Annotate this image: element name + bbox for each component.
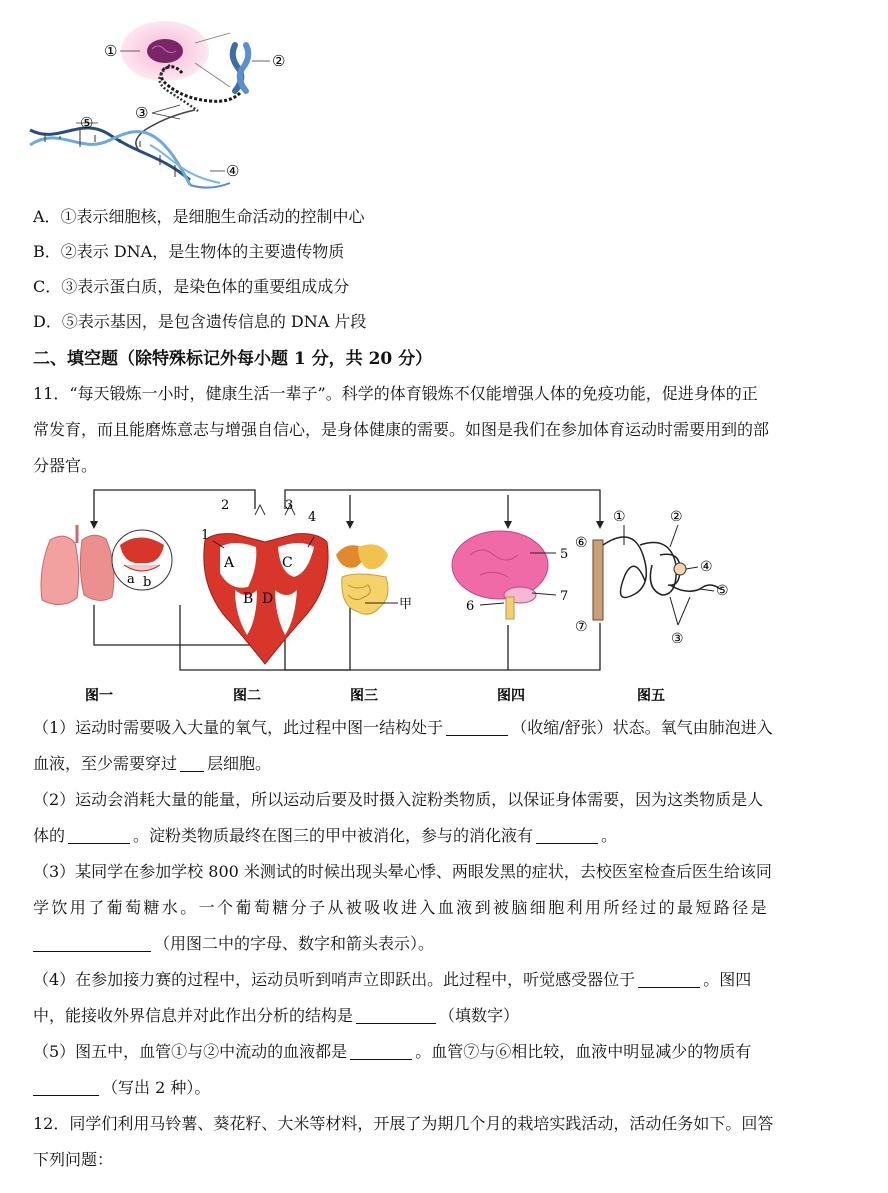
q11-part-3-line-1: （3）某同学在参加学校 800 米测试的时候出现头晕心悸、两眼发黑的症状，去校医室检查后医生给该同 [33, 862, 772, 881]
dna-label-3: ③ [135, 104, 149, 122]
heart-label-A: A [224, 555, 235, 571]
q11-intro-line-2: 常发育，而且能磨炼意志与增强自信心，是身体健康的需要。如图是我们在参加体育运动时需要用到的部 [33, 420, 770, 439]
answer-blank-9[interactable] [33, 1079, 99, 1096]
answer-blank-2[interactable] [180, 755, 204, 772]
heart-label-2: 2 [221, 498, 230, 513]
dna-label-2: ② [272, 52, 286, 70]
heart-label-B: B [243, 591, 254, 607]
option-a: A．①表示细胞核，是细胞生命活动的控制中心 [33, 207, 365, 226]
answer-blank-3[interactable] [68, 827, 130, 844]
answer-blank-6[interactable] [638, 971, 700, 988]
nephron-label-6: ⑥ [575, 535, 588, 551]
dna-structure-figure [20, 5, 330, 205]
q11-intro-line-3: 分器官。 [33, 456, 98, 475]
dna-double-helix [30, 128, 230, 188]
answer-blank-5[interactable] [33, 935, 151, 952]
lung-label-b: b [143, 575, 152, 590]
brain-label-5: 5 [560, 547, 569, 562]
dna-label-4: ④ [226, 162, 240, 180]
section-title: 二、填空题（除特殊标记外每小题 1 分，共 20 分） [33, 349, 433, 369]
nephron [593, 525, 720, 625]
digestive-system [336, 544, 398, 614]
q11-part-3-line-2: 学饮用了葡萄糖水。一个葡萄糖分子从被吸收进入血液到被脑细胞利用所经过的最短路径是 [33, 898, 770, 917]
nephron-label-1: ① [613, 509, 626, 525]
answer-blank-7[interactable] [356, 1007, 436, 1024]
heart-label-D: D [262, 591, 274, 607]
option-b: B．②表示 DNA，是生物体的主要遗传物质 [33, 242, 345, 261]
heart-label-C: C [282, 555, 293, 571]
heart-label-4: 4 [308, 510, 317, 525]
option-d: D．⑤表示基因，是包含遗传信息的 DNA 片段 [33, 312, 367, 331]
nephron-label-4: ④ [700, 559, 713, 575]
q11-part-2-line-1: （2）运动会消耗大量的能量，所以运动后要及时摄入淀粉类物质，以保证身体需要，因为这类物质是人 [33, 790, 764, 809]
q12-line-2: 下列问题： [33, 1150, 114, 1169]
heart-label-3: 3 [285, 498, 294, 513]
nephron-label-3: ③ [671, 631, 684, 647]
caption-fig-5: 图五 [637, 688, 665, 704]
q11-part-2-line-2: 体的 。淀粉类物质最终在图三的甲中被消化，参与的消化液有 。 [33, 826, 618, 845]
heart [204, 505, 328, 664]
q11-part-5-line-1: （5）图五中，血管①与②中流动的血液都是 。血管⑦与⑥相比较，血液中明显减少的物质有 [33, 1042, 752, 1061]
q11-part-1-line-1: （1）运动时需要吸入大量的氧气，此过程中图一结构处于 （收缩/舒张）状态。氧气由肺泡进入 [33, 718, 773, 737]
q11-part-3-line-3: （用图二中的字母、数字和箭头表示）。 [33, 931, 434, 954]
q11-intro-line-1: 11．“每天锻炼一小时，健康生活一辈子”。科学的体育锻炼不仅能增强人体的免疫功能，促进身体的正 [33, 384, 758, 403]
nephron-label-5: ⑤ [716, 583, 729, 599]
heart-label-1: 1 [201, 528, 210, 543]
caption-fig-2: 图二 [233, 688, 261, 704]
nephron-label-2: ② [670, 509, 683, 525]
q11-part-1-line-2: 血液，至少需要穿过 层细胞。 [33, 754, 272, 773]
answer-blank-8[interactable] [350, 1043, 412, 1060]
answer-blank-1[interactable] [446, 719, 508, 736]
caption-fig-4: 图四 [497, 688, 525, 704]
digestive-label-jia: 甲 [399, 597, 413, 612]
q11-part-4-line-2: 中，能接收外界信息并对此作出分析的结构是 （填数字） [33, 1006, 520, 1025]
brain-label-6: 6 [466, 599, 475, 614]
lungs [41, 525, 172, 605]
caption-fig-1: 图一 [85, 688, 113, 704]
chromosome [233, 45, 249, 91]
q11-part-4-line-1: （4）在参加接力赛的过程中，运动员听到哨声立即跃出。此过程中，听觉感受器位于 。图四 [33, 970, 752, 989]
nephron-label-7: ⑦ [575, 619, 588, 635]
option-c: C．③表示蛋白质，是染色体的重要组成成分 [33, 277, 350, 296]
q12-line-1: 12．同学们利用马铃薯、葵花籽、大米等材料，开展了为期几个月的栽培实践活动，活动任务如下。回答 [33, 1114, 774, 1133]
caption-fig-3: 图三 [350, 688, 378, 704]
q11-part-5-line-2: （写出 2 种）。 [33, 1075, 210, 1098]
lung-label-a: a [127, 572, 135, 587]
organ-figure [30, 485, 880, 710]
dna-label-1: ① [104, 42, 118, 60]
brain-label-7: 7 [560, 589, 569, 604]
dna-label-5: ⑤ [80, 114, 94, 132]
answer-blank-4[interactable] [536, 827, 598, 844]
